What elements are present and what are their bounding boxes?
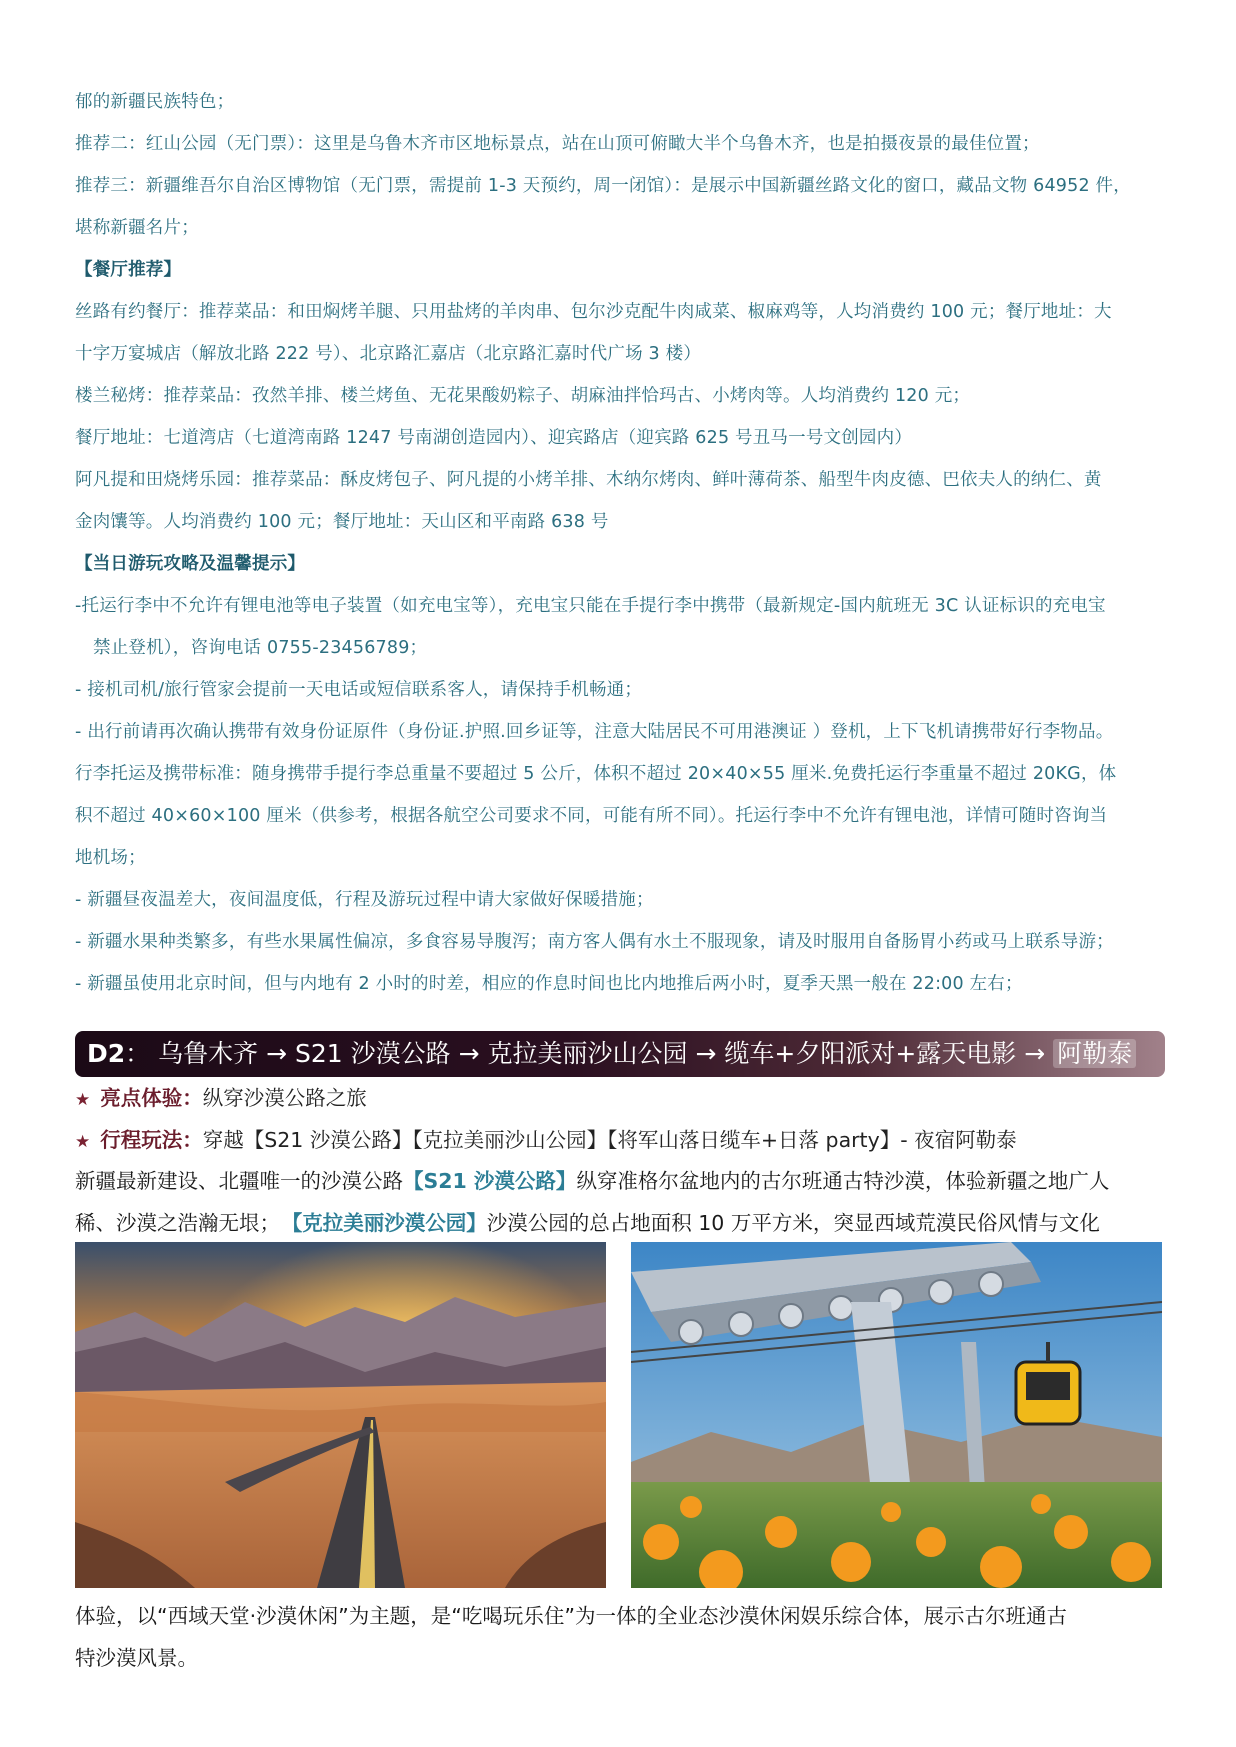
day-colon: ： <box>125 1039 151 1068</box>
intro-line: 推荐二：红山公园（无门票）：这里是乌鲁木齐市区地标景点，站在山顶可俯瞰大半个乌鲁木齐，也是拍摄夜景的最佳位置； <box>75 134 1040 154</box>
description-text: 稀、沙漠之浩瀚无垠； <box>75 1211 280 1235</box>
restaurant-line: 楼兰秘烤：推荐菜品：孜然羊排、楼兰烤鱼、无花果酸奶粽子、胡麻油拌恰玛古、小烤肉等。人均消费约 120 元； <box>75 386 971 406</box>
play-text: 穿越【S21 沙漠公路】【克拉美丽沙山公园】【将军山落日缆车+日落 party】- 夜宿阿勒泰 <box>202 1128 1017 1152</box>
route-stop: 乌鲁木齐 <box>158 1039 259 1068</box>
highlight-s21: 【S21 沙漠公路】 <box>403 1169 577 1193</box>
highlight-label: 亮点体验： <box>100 1086 203 1110</box>
highlight-text: 纵穿沙漠公路之旅 <box>202 1086 367 1110</box>
tips-line: 积不超过 40×60×100 厘米（供参考，根据各航空公司要求不同，可能有所不同）。托运行李中不允许有锂电池，详情可随时咨询当 <box>75 806 1108 826</box>
restaurant-line: 十字万宴城店（解放北路 222 号）、北京路汇嘉店（北京路汇嘉时代广场 3 楼） <box>75 344 702 364</box>
arrow-icon: → <box>458 1039 480 1068</box>
arrow-icon: → <box>266 1039 288 1068</box>
star-icon: ★ <box>75 1090 91 1110</box>
tips-line: 禁止登机），咨询电话 0755-23456789； <box>93 638 428 658</box>
route-stop: 克拉美丽沙山公园 <box>487 1039 688 1068</box>
restaurant-line: 阿凡提和田烧烤乐园：推荐菜品：酥皮烤包子、阿凡提的小烤羊排、木纳尔烤肉、鲜叶薄荷茶、船型牛肉皮德、巴依夫人的纳仁、黄 <box>75 470 1102 490</box>
route-stop: S21 沙漠公路 <box>295 1039 451 1068</box>
star-icon: ★ <box>75 1132 91 1152</box>
day-label: D2 <box>87 1039 126 1068</box>
restaurant-line: 丝路有约餐厅：推荐菜品：和田焖烤羊腿、只用盐烤的羊肉串、包尔沙克配牛肉咸菜、椒麻鸡等，人均消费约 100 元；餐厅地址：大 <box>75 302 1112 322</box>
intro-line: 推荐三：新疆维吾尔自治区博物馆（无门票，需提前 1-3 天预约，周一闭馆）：是展示中国新疆丝路文化的窗口，藏品文物 64952 件， <box>75 176 1131 196</box>
route-stop: 阿勒泰 <box>1053 1039 1136 1068</box>
arrow-icon: → <box>1024 1039 1046 1068</box>
description-line: 特沙漠风景。 <box>75 1646 198 1670</box>
description-text: 新疆最新建设、北疆唯一的沙漠公路 <box>75 1169 403 1193</box>
play-label: 行程玩法： <box>100 1128 203 1152</box>
tips-line: -托运行李中不允许有锂电池等电子装置（如充电宝等），充电宝只能在手提行李中携带（最新规定-国内航班无 3C 认证标识的充电宝 <box>75 596 1106 616</box>
highlight-karamay-park: 【克拉美丽沙漠公园】 <box>292 1211 487 1235</box>
route-stop: 缆车+夕阳派对+露天电影 <box>724 1039 1017 1068</box>
description-line <box>75 1206 1100 1236</box>
intro-line: 郁的新疆民族特色； <box>75 92 235 112</box>
restaurant-heading: 【餐厅推荐】 <box>75 260 182 280</box>
intro-line: 堪称新疆名片； <box>75 218 199 238</box>
tips-line: - 出行前请再次确认携带有效身份证原件（身份证.护照.回乡证等，注意大陆居民不可用港澳证 ）登机，上下飞机请携带好行李物品。 <box>75 722 1114 742</box>
tips-heading: 【当日游玩攻略及温馨提示】 <box>75 554 306 574</box>
cable-car-photo <box>631 1242 1162 1588</box>
restaurant-line: 金肉馕等。人均消费约 100 元；餐厅地址：天山区和平南路 638 号 <box>75 512 609 532</box>
tips-line: - 接机司机/旅行管家会提前一天电话或短信联系客人，请保持手机畅通； <box>75 680 643 700</box>
tips-line: 地机场； <box>75 848 146 868</box>
desert-road-photo <box>75 1242 606 1588</box>
highlight-row <box>75 1081 367 1111</box>
description-text: 沙漠公园的总占地面积 10 万平方米，突显西域荒漠民俗风情与文化 <box>486 1211 1100 1235</box>
arrow-icon: → <box>695 1039 717 1068</box>
day-route-banner <box>75 1031 1165 1077</box>
description-line <box>75 1164 1109 1194</box>
tips-line: - 新疆昼夜温差大，夜间温度低，行程及游玩过程中请大家做好保暖措施； <box>75 890 654 910</box>
description-text: 纵穿准格尔盆地内的古尔班通古特沙漠，体验新疆之地广人 <box>576 1169 1110 1193</box>
restaurant-line: 餐厅地址：七道湾店（七道湾南路 1247 号南湖创造园内）、迎宾路店（迎宾路 625 号丑马一号文创园内） <box>75 428 913 448</box>
tips-line: 行李托运及携带标准：随身携带手提行李总重量不要超过 5 公斤，体积不超过 20×40×55 厘米.免费托运行李重量不超过 20KG，体 <box>75 764 1117 784</box>
description-line: 体验，以“西域天堂·沙漠休闲”为主题，是“吃喝玩乐住”为一体的全业态沙漠休闲娱乐综合体，展示古尔班通古 <box>75 1604 1067 1628</box>
tips-line: - 新疆虽使用北京时间，但与内地有 2 小时的时差，相应的作息时间也比内地推后两小时，夏季天黑一般在 22:00 左右； <box>75 974 1023 994</box>
play-row <box>75 1123 1017 1153</box>
tips-line: - 新疆水果种类繁多，有些水果属性偏凉，多食容易导腹泻；南方客人偶有水土不服现象，请及时服用自备肠胃小药或马上联系导游； <box>75 932 1114 952</box>
